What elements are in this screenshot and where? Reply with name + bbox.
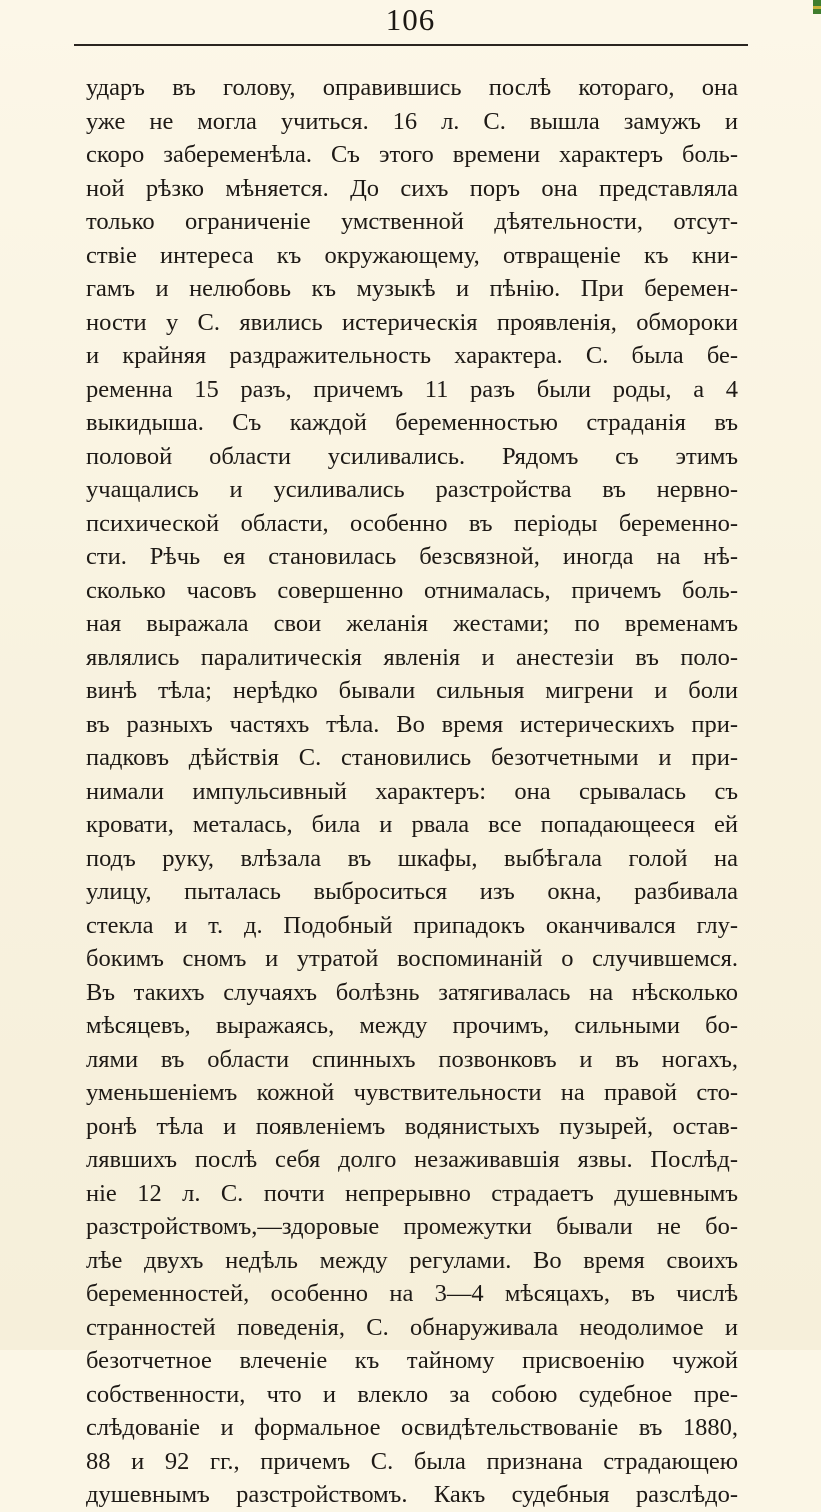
text-line: странностей поведенія, С. обнаруживала неодолимое и (86, 1313, 738, 1341)
text-line: лѣе двухъ недѣль между регулами. Во время своихъ (86, 1246, 738, 1274)
text-line: душевнымъ разстройствомъ. Какъ судебныя разслѣдо- (86, 1481, 738, 1508)
text-line: слѣдованіе и формальное освидѣтельствованіе въ 1880, (86, 1414, 738, 1441)
text-line: уменьшеніемъ кожной чувствительности на правой сто- (86, 1079, 738, 1106)
text-line: Въ такихъ случаяхъ болѣзнь затягивалась на нѣсколько (86, 978, 738, 1006)
text-line: половой области усиливались. Рядомъ съ этимъ (86, 442, 738, 470)
text-line: сколько часовъ совершенно отнималась, причемъ боль- (86, 576, 738, 604)
text-line: беременностей, особенно на 3—4 мѣсяцахъ, въ числѣ (86, 1280, 738, 1307)
text-line: только ограниченіе умственной дѣятельности, отсут- (86, 208, 738, 235)
text-line: ременна 15 разъ, причемъ 11 разъ были роды, а 4 (86, 375, 738, 403)
text-line: разстройствомъ,—здоровые промежутки бывали не бо- (86, 1213, 738, 1240)
text-line: являлись паралитическія явленія и анестезіи въ поло- (86, 643, 738, 671)
text-line: ударъ въ голову, оправившись послѣ котораго, она (86, 74, 738, 101)
text-line: и крайняя раздражительность характера. С. была бе- (86, 342, 738, 369)
text-line: кровати, металась, била и рвала все попадающееся ей (86, 811, 738, 838)
page-number: 106 (385, 2, 436, 37)
text-line: винѣ тѣла; нерѣдко бывали сильныя мигрени и боли (86, 677, 738, 704)
text-line: падковъ дѣйствія С. становились безотчетными и при- (86, 744, 738, 771)
text-line: лявшихъ послѣ себя долго незаживавшія язвы. Послѣд- (86, 1146, 738, 1173)
text-line: гамъ и нелюбовь къ музыкѣ и пѣнію. При беремен- (86, 275, 738, 302)
text-line: психической области, особенно въ періоды беременно- (86, 509, 738, 537)
text-line: ронѣ тѣла и появленіемъ водянистыхъ пузырей, остав- (86, 1112, 738, 1140)
text-line: ная выражала свои желанія жестами; по временамъ (86, 610, 738, 637)
text-line: скоро забеременѣла. Съ этого времени характеръ боль- (86, 141, 738, 168)
text-line: уже не могла учиться. 16 л. С. вышла замужъ и (86, 107, 738, 135)
text-line: ности у С. явились истерическія проявленія, обмороки (86, 308, 738, 336)
header-rule (74, 44, 748, 46)
text-line: въ разныхъ частяхъ тѣла. Во время истерическихъ при- (86, 710, 738, 738)
text-line: безотчетное влеченіе къ тайному присвоенію чужой (86, 1347, 738, 1374)
text-line: лями въ области спинныхъ позвонковъ и въ ногахъ, (86, 1045, 738, 1073)
text-line: мѣсяцевъ, выражаясь, между прочимъ, сильными бо- (86, 1012, 738, 1039)
text-line: сти. Рѣчь ея становилась безсвязной, иногда на нѣ- (86, 543, 738, 570)
text-line: ствіе интереса къ окружающему, отвращеніе къ кни- (86, 241, 738, 269)
text-line: бокимъ сномъ и утратой воспоминаній о случившемся. (86, 945, 738, 972)
text-line: ніе 12 л. С. почти непрерывно страдаетъ душевнымъ (86, 1179, 738, 1207)
text-line: ной рѣзко мѣняется. До сихъ поръ она представляла (86, 174, 738, 202)
body-text (86, 71, 738, 1512)
edge-marker (813, 0, 821, 14)
text-line: собственности, что и влекло за собою судебное пре- (86, 1380, 738, 1408)
text-line: 88 и 92 гг., причемъ С. была признана страдающею (86, 1447, 738, 1475)
text-line: стекла и т. д. Подобный припадокъ оканчивался глу- (86, 911, 738, 939)
text-line: улицу, пыталась выброситься изъ окна, разбивала (86, 878, 738, 905)
text-line: нимали импульсивный характеръ: она срывалась съ (86, 777, 738, 805)
text-line: учащались и усиливались разстройства въ нервно- (86, 476, 738, 503)
text-line: подъ руку, влѣзала въ шкафы, выбѣгала голой на (86, 844, 738, 872)
text-line: выкидыша. Съ каждой беременностью страданія въ (86, 409, 738, 436)
